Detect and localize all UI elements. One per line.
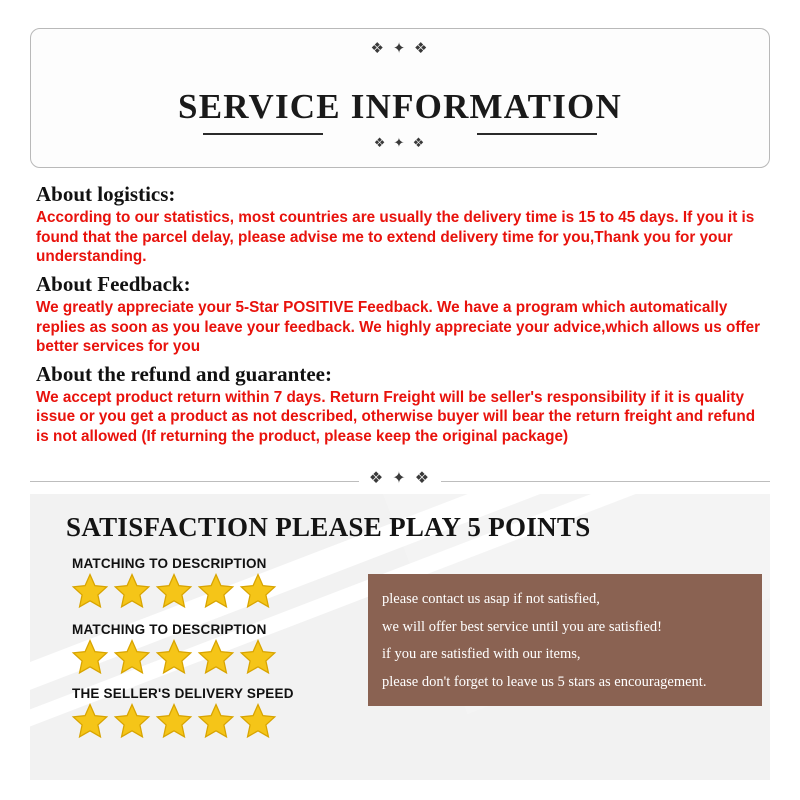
title-rule-right [477, 133, 597, 135]
rating-label-3: THE SELLER'S DELIVERY SPEED [72, 686, 294, 701]
section-heading-logistics: About logistics: [36, 182, 176, 206]
rating-label-1: MATCHING TO DESCRIPTION [72, 556, 267, 571]
rating-label-2: MATCHING TO DESCRIPTION [72, 622, 267, 637]
section-heading-refund: About the refund and guarantee: [36, 361, 332, 386]
star-icon [154, 702, 194, 740]
rating-stars-2 [70, 638, 280, 676]
section-body-logistics: According to our statistics, most countries are usually the delivery time is 15 to 45 days. If you it is found that the parcel delay, please advise me to extend delivery time for you,Thank you for your understanding. [36, 209, 755, 266]
star-icon [196, 638, 236, 676]
title-rule-left [203, 133, 323, 135]
rating-stars-1 [70, 572, 280, 610]
message-line-4: please don't forget to leave us 5 stars as encouragement. [382, 673, 707, 690]
star-icon [70, 638, 110, 676]
star-icon [154, 638, 194, 676]
header-card [30, 28, 770, 168]
star-icon [70, 702, 110, 740]
divider-ornament-icon [0, 468, 800, 487]
rating-group-1 [72, 556, 280, 610]
star-icon [112, 572, 152, 610]
message-line-3: if you are satisfied with our items, [382, 646, 581, 663]
ornament-top-icon: ❖ ✦ ❖ [370, 39, 430, 57]
message-line-2: we will offer best service until you are satisfied! [382, 618, 662, 635]
ornament-bottom-icon: ❖ ✦ ❖ [373, 136, 427, 151]
section-body-feedback: We greatly appreciate your 5-Star POSITIVE Feedback. We have a program which automatically replies as soon as you leave your feedback. We highly appreciate your advice,which allows us offer better services for you [36, 299, 761, 356]
satisfaction-panel [30, 494, 770, 780]
rating-stars-3 [70, 702, 294, 740]
star-icon [112, 702, 152, 740]
star-icon [70, 572, 110, 610]
star-icon [238, 572, 278, 610]
page-title: SERVICE INFORMATION [178, 87, 622, 126]
satisfaction-title: SATISFACTION PLEASE PLAY 5 POINTS [66, 512, 591, 542]
top-margin-strip [0, 0, 800, 12]
service-info-text-block [36, 182, 776, 452]
star-icon [112, 638, 152, 676]
star-icon [238, 638, 278, 676]
section-heading-feedback: About Feedback: [36, 271, 191, 296]
message-line-1: please contact us asap if not satisfied, [382, 591, 600, 607]
rating-group-3 [72, 686, 294, 740]
message-box [368, 574, 762, 706]
section-body-refund: We accept product return within 7 days. Return Freight will be seller's responsibility if it is quality issue or you get a product as not described, otherwise buyer will bear the return freight and refund is not allowed (If returning the product, please keep the original package) [36, 388, 756, 446]
star-icon [238, 702, 278, 740]
star-icon [196, 702, 236, 740]
rating-group-2 [72, 622, 280, 676]
divider-ornament-glyph: ❖ ✦ ❖ [359, 468, 441, 487]
star-icon [196, 572, 236, 610]
star-icon [154, 572, 194, 610]
